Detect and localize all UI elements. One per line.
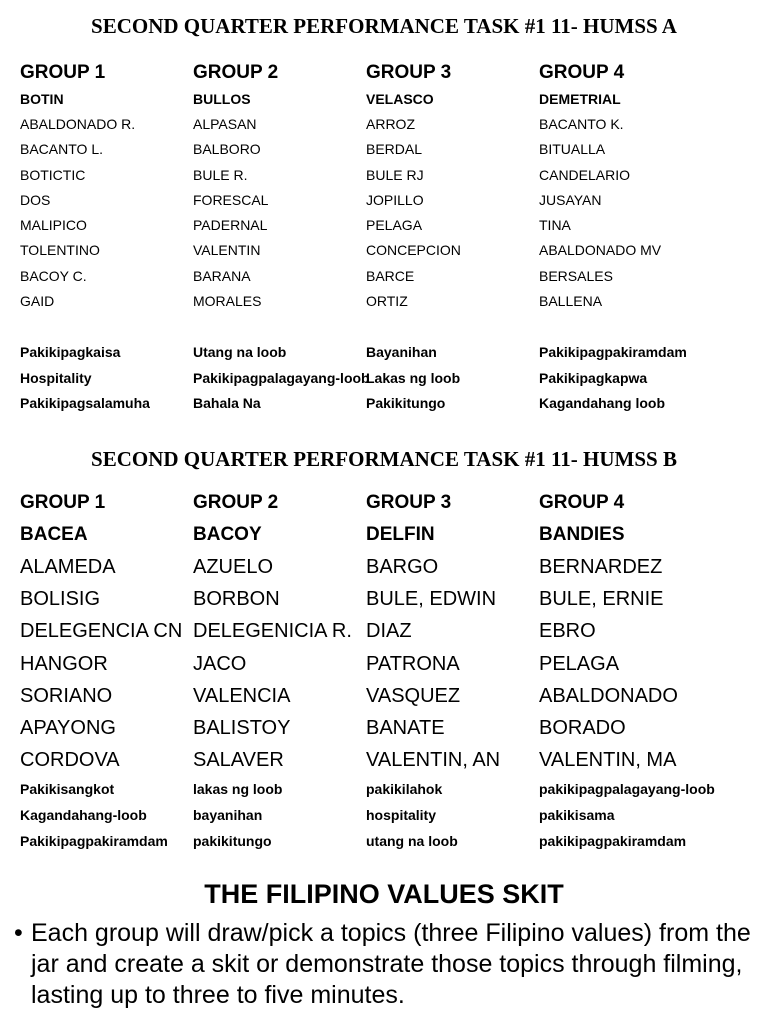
group-member: BOTICTIC bbox=[20, 166, 86, 183]
group-member: BULE RJ bbox=[366, 166, 424, 183]
group-leader: BANDIES bbox=[539, 524, 625, 545]
group-member: BALBORO bbox=[193, 141, 261, 158]
group-member: VALENTIN, MA bbox=[539, 749, 677, 772]
group-member: BARCE bbox=[366, 267, 415, 284]
group-member: ABALDONADO bbox=[539, 684, 678, 707]
group-member: MORALES bbox=[193, 293, 262, 310]
group-leader: BULLOS bbox=[193, 91, 251, 107]
section-a-title: SECOND QUARTER PERFORMANCE TASK #1 11- HUMSS A bbox=[91, 14, 677, 38]
group-column bbox=[366, 57, 539, 417]
group-member: APAYONG bbox=[20, 716, 116, 739]
group-column bbox=[539, 57, 760, 417]
group-member: DELEGENICIA R. bbox=[193, 620, 352, 643]
group-member: VALENTIN, AN bbox=[366, 749, 501, 772]
section-b-groups bbox=[20, 487, 760, 854]
skit-instruction bbox=[14, 918, 759, 1011]
group-column bbox=[193, 487, 366, 854]
group-member: ARROZ bbox=[366, 116, 415, 132]
group-member: BALISTOY bbox=[193, 716, 291, 739]
group-leader: DEMETRIAL bbox=[539, 91, 621, 107]
group-heading: GROUP 1 bbox=[20, 492, 106, 513]
section-a-groups bbox=[20, 57, 760, 417]
group-member: BORBON bbox=[193, 588, 280, 611]
group-leader: VELASCO bbox=[366, 91, 434, 107]
filipino-value: pakikipagpalagayang-loob bbox=[539, 781, 715, 798]
group-member: BACANTO K. bbox=[539, 116, 624, 132]
group-member: BULE, ERNIE bbox=[539, 588, 664, 611]
group-column bbox=[539, 487, 760, 854]
group-heading: GROUP 4 bbox=[539, 492, 625, 513]
group-member: TOLENTINO bbox=[20, 242, 100, 259]
group-member: BALLENA bbox=[539, 293, 603, 310]
group-column bbox=[20, 487, 193, 854]
group-member: GAID bbox=[20, 293, 55, 310]
group-member: BERSALES bbox=[539, 267, 613, 284]
filipino-value: Kagandahang-loob bbox=[20, 807, 147, 824]
group-member: ALAMEDA bbox=[20, 556, 116, 578]
group-leader: BACOY bbox=[193, 524, 262, 545]
skit-title: THE FILIPINO VALUES SKIT bbox=[204, 879, 564, 909]
group-member: AZUELO bbox=[193, 556, 274, 578]
group-member: CANDELARIO bbox=[539, 166, 631, 183]
filipino-value: Pakikipagpalagayang-loob bbox=[193, 369, 370, 386]
group-member: BERDAL bbox=[366, 141, 423, 158]
group-member: CORDOVA bbox=[20, 749, 120, 772]
group-member: VASQUEZ bbox=[366, 684, 461, 707]
group-column bbox=[193, 57, 370, 417]
group-member: DIAZ bbox=[366, 620, 412, 643]
filipino-value: Pakikisangkot bbox=[20, 781, 115, 798]
filipino-value: lakas ng loob bbox=[193, 781, 283, 798]
filipino-value: Pakikipagsalamuha bbox=[20, 395, 150, 412]
group-member: CONCEPCION bbox=[366, 242, 461, 259]
group-member: BACANTO L. bbox=[20, 141, 103, 158]
group-member: ALPASAN bbox=[193, 116, 257, 132]
group-leader: DELFIN bbox=[366, 524, 435, 545]
group-member: BORADO bbox=[539, 716, 626, 739]
skit-instruction-text: Each group will draw/pick a topics (three Filipino values) from the jar and create a skit or demonstrate those topics through filming, lasting up to three to five minutes. bbox=[31, 919, 751, 1009]
filipino-value: Pakikipagpakiramdam bbox=[539, 344, 687, 361]
group-member: PADERNAL bbox=[193, 217, 268, 234]
group-member: SALAVER bbox=[193, 749, 284, 772]
filipino-value: Lakas ng loob bbox=[366, 369, 461, 386]
group-member: PELAGA bbox=[539, 652, 620, 675]
group-member: BARANA bbox=[193, 267, 251, 284]
group-member: DELEGENCIA CN bbox=[20, 620, 183, 643]
filipino-value: Pakikipagkapwa bbox=[539, 369, 648, 386]
group-member: JOPILLO bbox=[366, 191, 424, 208]
group-member: SORIANO bbox=[20, 684, 113, 707]
group-member: BARGO bbox=[366, 556, 439, 578]
group-member: FORESCAL bbox=[193, 191, 269, 208]
filipino-value: Pakikipagpakiramdam bbox=[20, 833, 168, 850]
group-heading: GROUP 3 bbox=[366, 62, 452, 83]
group-member: JACO bbox=[193, 652, 247, 675]
spacer bbox=[193, 314, 366, 340]
filipino-value: Hospitality bbox=[20, 369, 92, 386]
filipino-value: pakikipagpakiramdam bbox=[539, 833, 687, 850]
spacer bbox=[20, 314, 193, 340]
group-member: PELAGA bbox=[366, 217, 423, 234]
filipino-value: Pakikipagkaisa bbox=[20, 344, 121, 361]
filipino-value: Pakikitungo bbox=[366, 395, 446, 412]
group-member: ABALDONADO MV bbox=[539, 242, 662, 259]
group-member: BULE, EDWIN bbox=[366, 588, 497, 611]
filipino-value: Bahala Na bbox=[193, 395, 261, 412]
filipino-value: utang na loob bbox=[366, 833, 458, 850]
group-member: BITUALLA bbox=[539, 141, 606, 158]
group-heading: GROUP 1 bbox=[20, 62, 106, 83]
group-member: DOS bbox=[20, 191, 51, 208]
group-member: JUSAYAN bbox=[539, 191, 602, 208]
filipino-value: pakikilahok bbox=[366, 781, 443, 798]
section-b-title: SECOND QUARTER PERFORMANCE TASK #1 11- HUMSS B bbox=[91, 447, 677, 471]
group-member: PATRONA bbox=[366, 652, 460, 675]
filipino-value: bayanihan bbox=[193, 807, 263, 824]
group-member: BANATE bbox=[366, 716, 445, 739]
group-heading: GROUP 4 bbox=[539, 62, 625, 83]
spacer bbox=[539, 314, 760, 340]
filipino-value: hospitality bbox=[366, 807, 437, 824]
group-member: TINA bbox=[539, 217, 571, 234]
group-member: EBRO bbox=[539, 620, 596, 643]
group-heading: GROUP 2 bbox=[193, 62, 279, 83]
group-column bbox=[20, 57, 193, 417]
group-member: BULE R. bbox=[193, 166, 248, 183]
bullet-point: • bbox=[14, 919, 23, 947]
group-member: VALENTIN bbox=[193, 242, 261, 259]
spacer bbox=[366, 314, 539, 340]
filipino-value: pakikitungo bbox=[193, 833, 272, 850]
group-member: BACOY C. bbox=[20, 267, 87, 284]
group-member: BOLISIG bbox=[20, 588, 101, 611]
group-heading: GROUP 2 bbox=[193, 492, 279, 513]
group-member: VALENCIA bbox=[193, 684, 291, 707]
group-heading: GROUP 3 bbox=[366, 492, 452, 513]
group-leader: BACEA bbox=[20, 524, 88, 545]
group-member: HANGOR bbox=[20, 652, 108, 675]
filipino-value: pakikisama bbox=[539, 807, 615, 824]
group-member: ORTIZ bbox=[366, 293, 408, 310]
group-leader: BOTIN bbox=[20, 91, 64, 107]
group-member: BERNARDEZ bbox=[539, 556, 663, 578]
group-member: ABALDONADO R. bbox=[20, 116, 136, 132]
group-member: MALIPICO bbox=[20, 217, 87, 234]
filipino-value: Kagandahang loob bbox=[539, 395, 665, 412]
group-column bbox=[366, 487, 539, 854]
filipino-value: Bayanihan bbox=[366, 344, 437, 361]
filipino-value: Utang na loob bbox=[193, 344, 287, 361]
